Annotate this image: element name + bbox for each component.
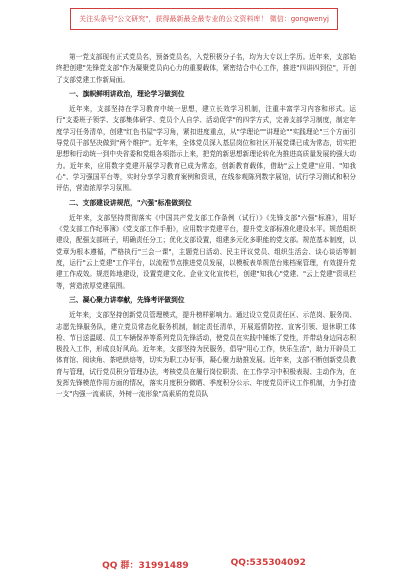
- document-body: [56, 52, 356, 401]
- footer-qq-number: QQ:535304092: [230, 558, 306, 568]
- section-1-paragraph: 近年来，支部坚持在学习教育中统一思想，建立长效学习机制，注重丰富学习内容和形式。运行"支委班子领学、支部集体研学、党员个人自学、活动促学"的四学方式，完善支部学习制度，制定年度学习任务清单，创建"红色书屋"学习角，紧扣进度重点，从"学理论""讲理论""实践理论"三个方面引导党员干部坚决做到"两个维护"。近年来，全体党员深入基层岗位和社区开展党课已成为常态，切实把思想和行动统一到中央省委和党组各项指示上来，把党的新思想新理论转化为推进高质量发展的强大动力。近年来，应用数字党建开展学习教育已成为常态，创新教育载体，借助"云上党建"应用、"知我心"、学习强国平台等，实时分享学习教育案例和资讯，在线参观陈列数字展馆，试行学习测试和积分评估，营造浓厚学习氛围。: [56, 105, 356, 193]
- section-heading-2: 二、支部建设讲规范，"六强"标准做到位: [69, 198, 192, 207]
- section-3-paragraph: 近年来，支部坚持创新党员管理模式，提升榜样影响力。通过设立党员责任区、示范岗、服务岗、志愿先锋服务队，建立党员常态化服务机制，制定责任清单，开展巡情防控、宣客引领、退休职工体检、节日送温暖、员工车辆保养等系列党员先锋活动，使党员在实践中锤炼了党性，并带动身边同志积极投入工作，形成良好风尚。近年来，支部坚持为民服务，倡导"用心工作，快乐生活"，助力开辟员工体育馆、阅读角、茶吧烘焙等，切实为职工办好事，凝心聚力助推发展。近年来，支部不断创新党员教育与管理，试行党员积分管理办法，考核党员在履行岗位职责、在工作学习中积极表现、主动作为，在发挥先锋模范作用方面的情况，落实月度积分微晒、季度积分公示、年度党员评议工作机制，力争打造一支"内强一流素质，外树一流形象"高素质的党员队: [56, 311, 356, 399]
- header-banner: [70, 8, 338, 30]
- intro-paragraph: 第一党支部现有正式党员名，预备党员名，入党积极分子名，均为大专以上学历。近年来，支部始终把创建"先锋党支部"作为凝聚党员向心力的重要载体，紧密结合中心工作，推进"四讲四到位"，开创了支部党建工作新局面。: [56, 53, 356, 84]
- footer: [0, 558, 408, 571]
- footer-qq-group: QQ 群：31991489: [102, 561, 189, 571]
- section-heading-3: 三、凝心聚力讲奉献，先锋考评做到位: [69, 295, 185, 304]
- section-heading-1: 一、旗帜鲜明讲政治，理论学习做到位: [69, 89, 185, 98]
- header-banner-text: 关注头条号"公文研究"，获得最新最全最专业的公文资料库！ 微信：gongwenyj: [79, 14, 329, 23]
- section-2-paragraph: 近年来，支部坚持贯彻落实《中国共产党支部工作条例（试行）》《先锋支部"六强"标准》，用好《党支部工作纪事簿》《党支部工作手册》，应用数字党建平台，提升党支部标准化建设水平。规范组织建设，配强支部班子，明确责任分工；优化支部设置，组建多元化多职能的党支部。规范基本制度，以党章为根本遵循，严格执行"三会一课"，主题党日活动、民主评议党员、组织生活会、谈心谈话等制度，运行"云上党建"工作平台，以流程节点推进党员发展，以模板表单规范台账档案管理，有效提升党建工作成效。规范阵地建设，设置党建文化、企业文化宣传栏，创建"知我心"党建、"云上党建"资讯栏等，营造浓厚党建氛围。: [56, 213, 356, 290]
